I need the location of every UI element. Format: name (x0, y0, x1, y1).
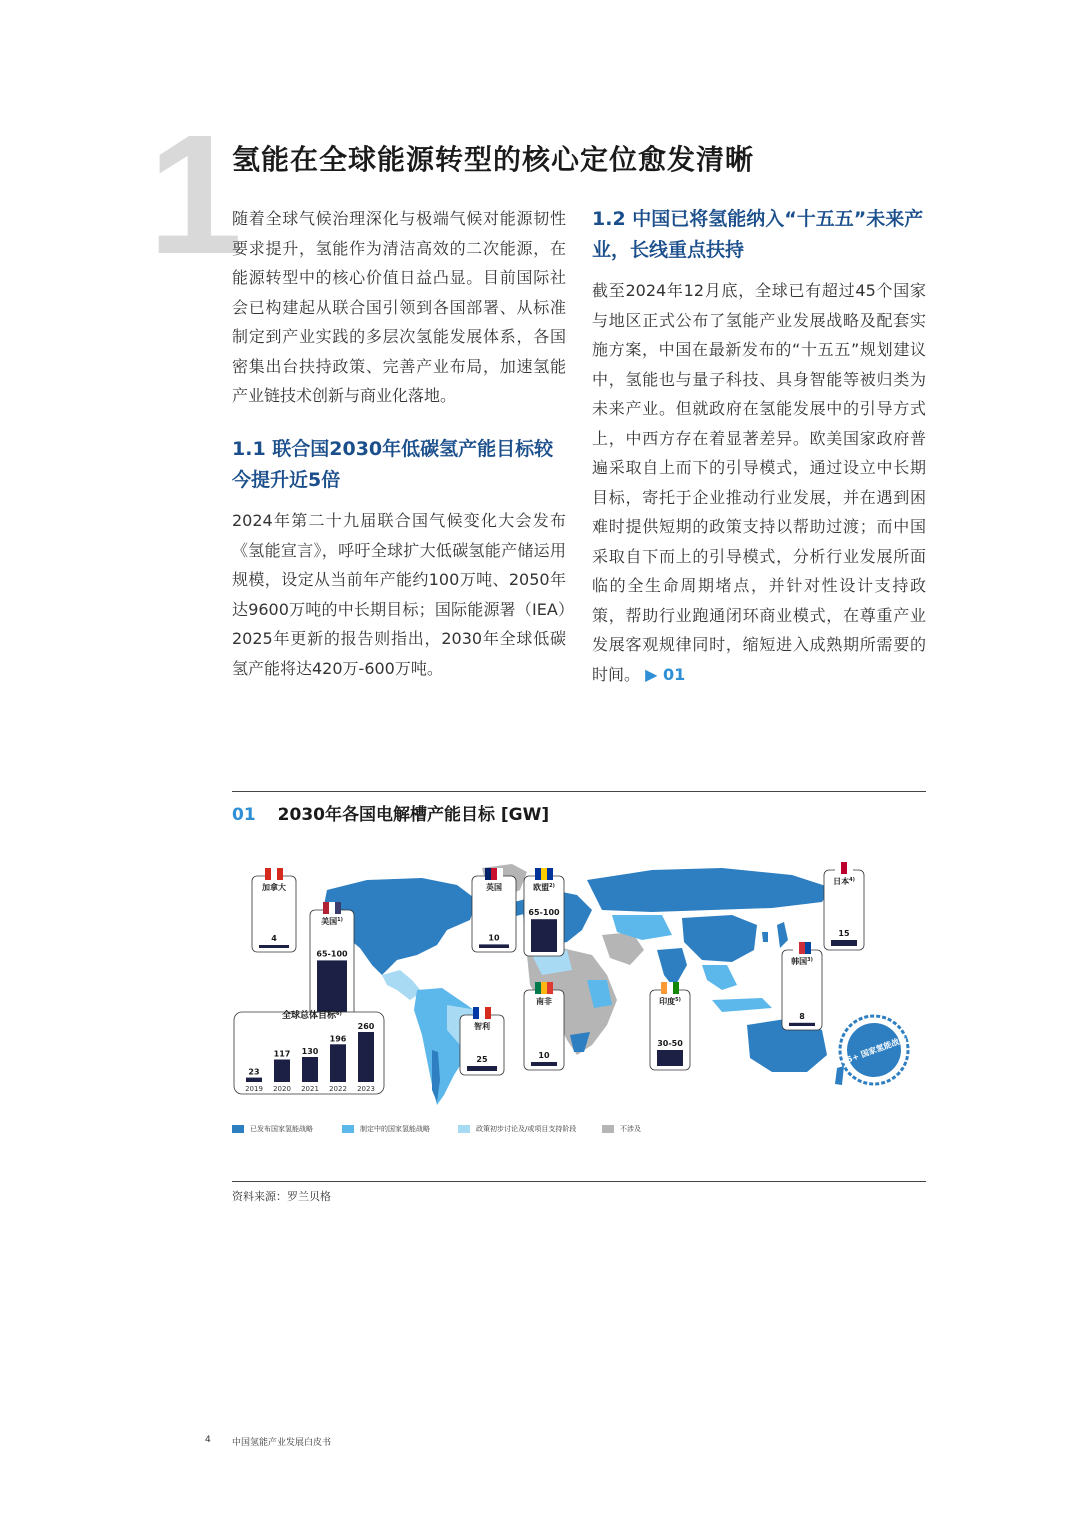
chapter-title: 氢能在全球能源转型的核心定位愈发清晰 (232, 143, 755, 176)
se-asia-landmass (702, 965, 737, 990)
map-legend (232, 1124, 926, 1138)
country-target-bar (531, 919, 557, 952)
country-target-value: 4 (271, 934, 277, 943)
country-target-bar (531, 1062, 557, 1066)
country-flag-icon (535, 982, 553, 994)
japan-landmass (777, 922, 788, 948)
indonesia-landmass (712, 998, 772, 1012)
country-target-value: 15 (838, 929, 850, 938)
country-target-bar (657, 1050, 683, 1066)
country-callout (824, 862, 864, 950)
country-name-label: 加拿大 (262, 883, 286, 892)
country-name-label: 印度$^{5)}$ (659, 997, 681, 1006)
global-bar-year: 2022 (329, 1085, 347, 1093)
legend-item-not-involved: 不涉及 (602, 1124, 641, 1134)
country-flag-icon (485, 868, 503, 880)
country-name-label: 南非 (536, 997, 552, 1006)
global-bar-year: 2021 (301, 1085, 319, 1093)
figure-source: 资料来源：罗兰贝格 (232, 1190, 331, 1203)
global-bar-year: 2020 (273, 1085, 291, 1093)
global-bar-year: 2019 (245, 1085, 263, 1093)
global-bar-value: 196 (329, 1034, 347, 1044)
figure-title (232, 800, 549, 825)
country-callout (524, 868, 564, 956)
legend-swatch (602, 1125, 614, 1133)
legend-swatch (342, 1125, 354, 1133)
china-landmass (682, 915, 757, 962)
new-zealand-landmass (835, 1066, 844, 1085)
legend-swatch (232, 1125, 244, 1133)
global-bar-year: 2023 (357, 1085, 375, 1093)
section-1-2-title: 1.2 中国已将氢能纳入“十五五”未来产业，长线重点扶持 (592, 208, 924, 261)
figure-top-rule (232, 791, 926, 792)
figure-reference-link[interactable]: ▶ 01 (645, 664, 686, 684)
country-target-value: 25 (476, 1055, 488, 1064)
global-bar (330, 1044, 346, 1082)
country-callout (524, 982, 564, 1070)
figure-title-text: 2030年各国电解槽产能目标 [GW] (277, 805, 550, 825)
country-name-label: 美国$^{1)}$ (321, 917, 343, 926)
country-callout (472, 868, 516, 952)
country-target-bar (479, 944, 509, 948)
country-target-bar (831, 940, 857, 946)
global-bar (302, 1057, 318, 1082)
country-target-value: 65-100 (316, 949, 348, 959)
country-flag-icon (265, 868, 283, 880)
badge-text: 45+ 国家氢能战略 (840, 1034, 908, 1067)
world-map (232, 840, 926, 1120)
country-name-label: 韩国$^{3)}$ (791, 957, 813, 966)
russia-landmass (587, 868, 832, 912)
country-flag-icon (535, 868, 553, 880)
section-1-1-title: 1.1 联合国2030年低碳氢产能目标较今提升近5倍 (232, 438, 554, 491)
global-target-chart (234, 1009, 384, 1094)
country-flag-icon (793, 942, 811, 954)
country-callout (650, 982, 690, 1070)
country-name-label: 英国 (486, 883, 502, 892)
country-callout (460, 1007, 504, 1075)
global-chart-title: 全球总体目标$^{6)}$ (282, 1011, 342, 1021)
world-map-figure (232, 840, 926, 1120)
intro-paragraph: 随着全球气候治理深化与极端气候对能源韧性要求提升，氢能作为清洁高效的二次能源，在能源转型中的核心价值日益凸显。目前国际社会已构建起从联合国引领到各国部署、从标准制定到产业实践的多层次氢能发展体系，各国密集出台扶持政策、完善产业布局，加速氢能产业链技术创新与商业化落地。 (232, 209, 566, 405)
figure-number: 01 (232, 805, 256, 825)
country-target-bar (789, 1023, 815, 1026)
country-name-label: 智利 (474, 1022, 490, 1031)
page-number: 4 (205, 1435, 211, 1445)
global-bar (246, 1078, 262, 1082)
country-flag-icon (473, 1007, 491, 1019)
legend-swatch (458, 1125, 470, 1133)
country-callout (782, 942, 822, 1030)
legend-item-drafting: 制定中的国家氢能战略 (342, 1124, 430, 1134)
section-1-2-body (592, 276, 926, 689)
global-bar (274, 1060, 290, 1083)
publication-title: 中国氢能产业发展白皮书 (232, 1438, 332, 1448)
global-bar-value: 130 (301, 1047, 319, 1056)
country-target-value: 65-100 (528, 908, 560, 918)
figure-bottom-rule (232, 1181, 926, 1182)
country-name-label: 日本$^{4)}$ (833, 877, 855, 886)
country-flag-icon (835, 862, 853, 874)
country-target-value: 8 (799, 1011, 805, 1021)
country-target-value: 10 (538, 1051, 550, 1060)
country-target-bar (467, 1066, 497, 1071)
national-strategy-badge (830, 1006, 919, 1094)
country-callout (252, 868, 296, 952)
chapter-number: 1 (148, 100, 243, 290)
korea-landmass (762, 932, 768, 942)
country-target-value: 30-50 (657, 1039, 683, 1048)
country-flag-icon (323, 902, 341, 914)
global-bar-value: 260 (357, 1022, 375, 1031)
country-target-bar (259, 945, 289, 948)
global-bar-value: 117 (273, 1049, 291, 1059)
section-1-1-body: 2024年第二十九届联合国气候变化大会发布《氢能宣言》，呼吁全球扩大低碳氢能产储运用规模，设定从当前年产能约100万吨、2050年达9600万吨的中长期目标；国际能源署（IEA）2025年更新的报告则指出，2030年全球低碳氢产能将达420万-600万吨。 (232, 511, 566, 678)
global-bar-value: 23 (248, 1067, 260, 1077)
mexico-landmass (382, 970, 422, 1000)
country-flag-icon (661, 982, 679, 994)
section-1-2-text: 截至2024年12月底，全球已有超过45个国家与地区正式公布了氢能产业发展战略及配套实施方案，中国在最新发布的“十五五”规划建议中，氢能也与量子科技、具身智能等被归类为未来产业。但就政府在氢能发展中的引导方式上，中西方存在着显著差异。欧美国家政府普遍采取自上而下的引导模式，通过设立中长期目标，寄托于企业推动行业发展，并在遇到困难时提供短期的政策支持以帮助过渡；而中国采取自下而上的引导模式，分析行业发展所面临的全生命周期堵点，并针对性设计支持政策，帮助行业跑通闭环商业模式，在尊重产业发展客观规律同时，缩短进入成熟期所需要的时间。 (592, 281, 926, 684)
country-target-value: 10 (488, 933, 500, 943)
country-name-label: 欧盟$^{2)}$ (533, 883, 555, 892)
legend-item-published: 已发布国家氢能战略 (232, 1124, 313, 1134)
legend-item-preliminary: 政策初步讨论及/或项目支持阶段 (458, 1124, 576, 1134)
global-bar (358, 1032, 374, 1082)
